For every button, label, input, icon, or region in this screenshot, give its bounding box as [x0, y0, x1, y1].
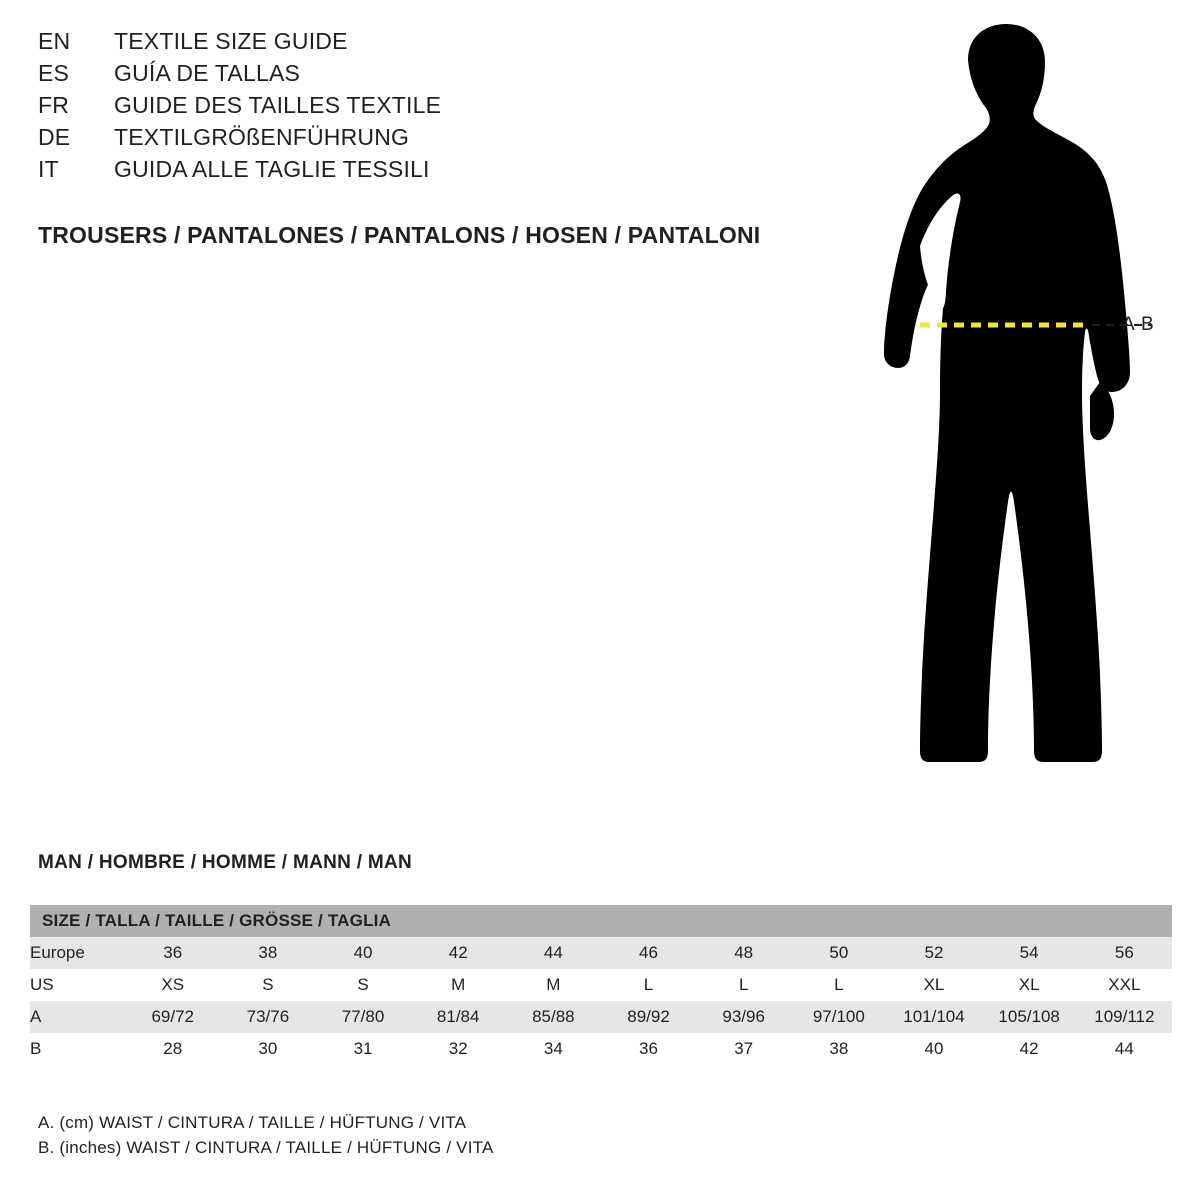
language-title: TEXTILGRÖßENFÜHRUNG — [114, 124, 410, 150]
cell: L — [791, 969, 886, 1001]
table-row — [30, 1001, 1172, 1033]
cell: 101/104 — [886, 1001, 981, 1033]
cell: 38 — [791, 1033, 886, 1065]
cell: 30 — [220, 1033, 315, 1065]
language-title: TEXTILE SIZE GUIDE — [114, 28, 348, 54]
cell: 34 — [506, 1033, 601, 1065]
language-title: GUÍA DE TALLAS — [114, 60, 301, 86]
cell: 32 — [411, 1033, 506, 1065]
row-label: US — [30, 969, 125, 1001]
row-label: B — [30, 1033, 125, 1065]
language-title: GUIDE DES TAILLES TEXTILE — [114, 92, 442, 118]
cell: XL — [886, 969, 981, 1001]
footnote-a: A. (cm) WAIST / CINTURA / TAILLE / HÜFTUNG / VITA — [38, 1113, 467, 1132]
cell: XL — [982, 969, 1077, 1001]
cell: 97/100 — [791, 1001, 886, 1033]
cell: 77/80 — [315, 1001, 410, 1033]
cell: 105/108 — [982, 1001, 1077, 1033]
language-title: GUIDA ALLE TAGLIE TESSILI — [114, 156, 430, 182]
cell: 109/112 — [1077, 1001, 1172, 1033]
measure-label-ab: A-B — [1122, 314, 1154, 335]
cell: 28 — [125, 1033, 220, 1065]
row-label: Europe — [30, 937, 125, 969]
cell: 93/96 — [696, 1001, 791, 1033]
garment-type-title: TROUSERS / PANTALONES / PANTALONS / HOSEN / PANTALONI — [38, 222, 761, 248]
cell: 46 — [601, 937, 696, 969]
cell: 85/88 — [506, 1001, 601, 1033]
cell: 89/92 — [601, 1001, 696, 1033]
language-row — [38, 124, 798, 156]
table-header-label: SIZE / TALLA / TAILLE / GRÖSSE / TAGLIA — [30, 905, 1172, 937]
cell: 48 — [696, 937, 791, 969]
cell: 31 — [315, 1033, 410, 1065]
language-list — [38, 28, 798, 188]
table-row — [30, 937, 1172, 969]
cell: 37 — [696, 1033, 791, 1065]
footnotes — [38, 1110, 494, 1160]
cell: 36 — [601, 1033, 696, 1065]
size-table-wrapper — [30, 905, 1172, 1065]
language-code: FR — [38, 92, 70, 118]
size-table — [30, 905, 1172, 1065]
language-row — [38, 92, 798, 124]
cell: 40 — [315, 937, 410, 969]
gender-section-title: MAN / HOMBRE / HOMME / MANN / MAN — [38, 852, 413, 873]
cell: XS — [125, 969, 220, 1001]
cell: 81/84 — [411, 1001, 506, 1033]
cell: M — [411, 969, 506, 1001]
cell: 44 — [1077, 1033, 1172, 1065]
language-code: DE — [38, 124, 71, 150]
cell: L — [601, 969, 696, 1001]
footnote-b: B. (inches) WAIST / CINTURA / TAILLE / HÜFTUNG / VITA — [38, 1138, 494, 1157]
cell: 40 — [886, 1033, 981, 1065]
cell: S — [220, 969, 315, 1001]
cell: S — [315, 969, 410, 1001]
cell: M — [506, 969, 601, 1001]
cell: 42 — [982, 1033, 1077, 1065]
cell: XXL — [1077, 969, 1172, 1001]
language-code: IT — [38, 156, 59, 182]
language-row — [38, 28, 798, 60]
cell: 56 — [1077, 937, 1172, 969]
cell: L — [696, 969, 791, 1001]
language-row — [38, 60, 798, 92]
cell: 54 — [982, 937, 1077, 969]
cell: 36 — [125, 937, 220, 969]
language-row — [38, 156, 798, 188]
table-row — [30, 1033, 1172, 1065]
cell: 73/76 — [220, 1001, 315, 1033]
language-code: ES — [38, 60, 70, 86]
cell: 42 — [411, 937, 506, 969]
table-header-row — [30, 905, 1172, 937]
cell: 69/72 — [125, 1001, 220, 1033]
table-row — [30, 969, 1172, 1001]
row-label: A — [30, 1001, 125, 1033]
cell: 44 — [506, 937, 601, 969]
male-silhouette-figure — [800, 10, 1200, 810]
cell: 38 — [220, 937, 315, 969]
cell: 52 — [886, 937, 981, 969]
language-code: EN — [38, 28, 71, 54]
cell: 50 — [791, 937, 886, 969]
